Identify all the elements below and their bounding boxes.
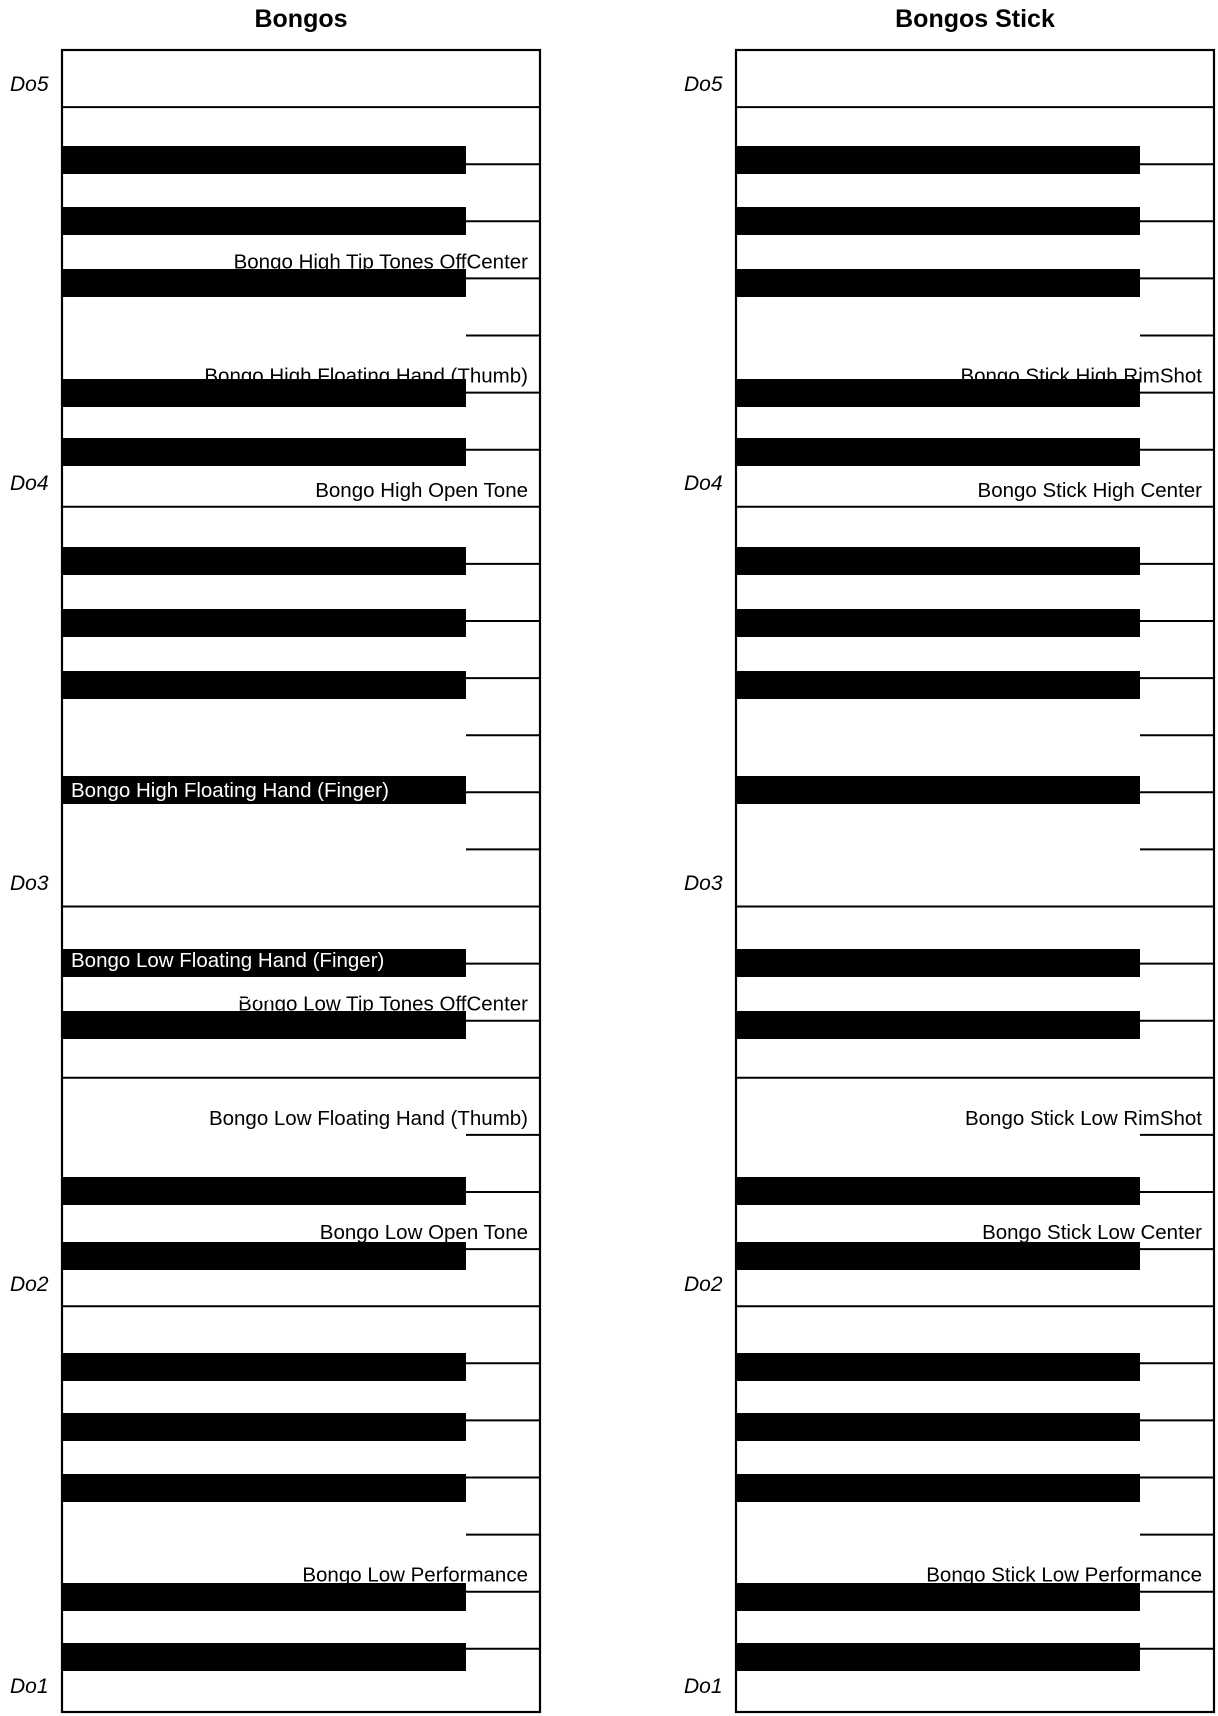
diagram-title: Bongos — [254, 5, 348, 33]
black-key-label: Bongo High Floating Hand (Finger) — [71, 779, 389, 802]
octave-label: Do1 — [10, 1675, 49, 1698]
black-key — [736, 1353, 1140, 1381]
white-key-label: Bongo High Tip Tones OffCenter — [233, 250, 528, 274]
black-key — [736, 207, 1140, 235]
white-key-label: Bongo High Open Tone — [315, 478, 528, 502]
octave-label: Do1 — [684, 1675, 723, 1698]
black-key — [62, 438, 466, 466]
octave-label: Do3 — [684, 872, 723, 895]
black-key — [62, 146, 466, 174]
keyboard-frame — [62, 50, 540, 1712]
black-key — [736, 1413, 1140, 1441]
black-key-label: Bongo Stick High Performance — [745, 1153, 1026, 1176]
white-key-label: Bongo Stick Low Center — [982, 1221, 1202, 1245]
white-key-label: Bongo Stick High RimShot — [960, 364, 1202, 388]
octave-label: Do3 — [10, 872, 49, 895]
black-key — [62, 1177, 466, 1205]
octave-label: Do4 — [684, 472, 723, 495]
black-key — [62, 1242, 466, 1270]
black-key — [62, 1643, 466, 1671]
black-key — [62, 207, 466, 235]
octave-label: Do4 — [10, 472, 49, 495]
black-key — [62, 1474, 466, 1502]
black-key-label: Bongo Stick Low OffCenter — [745, 983, 992, 1006]
black-key — [736, 146, 1140, 174]
black-key — [736, 1643, 1140, 1671]
black-key — [62, 1353, 466, 1381]
black-key — [736, 1177, 1140, 1205]
black-key-label: Bongo High Performance — [71, 1153, 302, 1176]
white-key-label: Bongo Stick High Center — [977, 478, 1202, 502]
white-key-label: Bongo Low Floating Hand (Thumb) — [208, 1106, 528, 1130]
black-key — [736, 269, 1140, 297]
black-key — [736, 671, 1140, 699]
keyboard-frame — [736, 50, 1214, 1712]
black-key-label: Bongo Stick High OffCenter — [745, 813, 997, 836]
black-key — [736, 776, 1140, 804]
black-key — [736, 1583, 1140, 1611]
white-key-label: Bongo Low Open Tone — [319, 1221, 528, 1245]
keyboard-diagram-1 — [10, 5, 540, 1712]
black-key-label: Bongo High Close Slap — [71, 813, 283, 836]
black-key — [62, 1413, 466, 1441]
octave-label: Do2 — [684, 1273, 723, 1296]
black-key — [736, 1242, 1140, 1270]
black-key-label: Bongo Low Close Slap — [71, 983, 279, 1006]
black-key — [62, 671, 466, 699]
black-key — [62, 547, 466, 575]
black-key — [736, 609, 1140, 637]
black-key — [736, 438, 1140, 466]
white-key-label: Bongo Low Performance — [302, 1563, 528, 1587]
black-key-label: Bongo Low Floating Hand (Finger) — [71, 949, 385, 972]
white-key-label: Bongo High Floating Hand (Thumb) — [204, 364, 528, 388]
octave-label: Do2 — [10, 1273, 49, 1296]
black-key — [736, 1011, 1140, 1039]
diagram-title: Bongos Stick — [895, 5, 1055, 33]
octave-label: Do5 — [684, 73, 723, 96]
octave-label: Do5 — [10, 73, 49, 96]
black-key — [736, 547, 1140, 575]
black-key — [62, 1583, 466, 1611]
black-key — [62, 609, 466, 637]
keyboard-diagram-2 — [684, 5, 1214, 1712]
black-key — [736, 1474, 1140, 1502]
black-key — [736, 949, 1140, 977]
white-key-label: Bongo Stick Low RimShot — [964, 1106, 1202, 1130]
white-key-label: Bongo Stick Low Performance — [926, 1563, 1202, 1587]
white-key-label: Bongo Low Tip Tones OffCenter — [238, 992, 528, 1016]
